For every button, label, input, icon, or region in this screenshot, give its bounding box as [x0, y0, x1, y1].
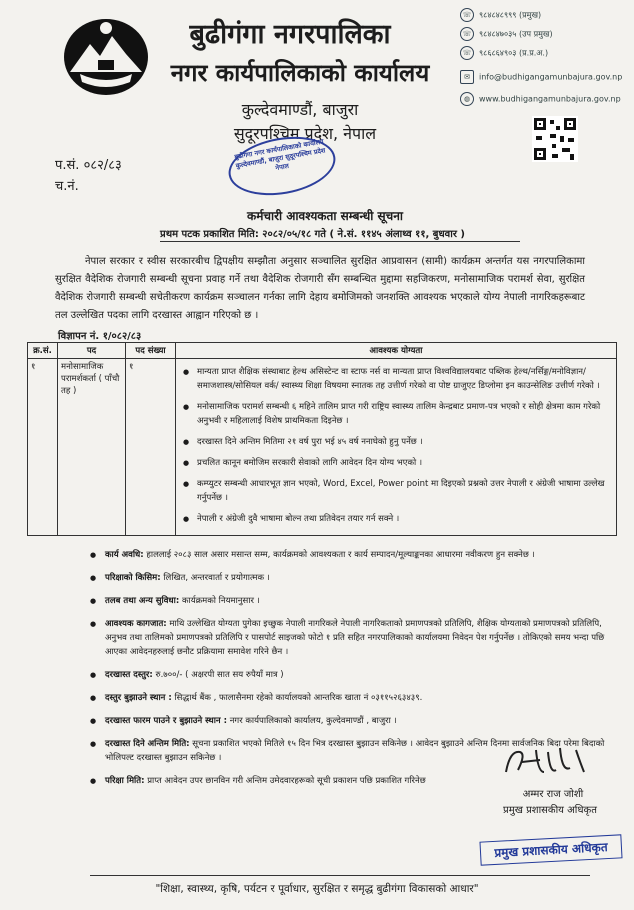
phone-icon: ☏ [460, 27, 474, 41]
contact-text: info@budhigangamunbajura.gov.np [479, 72, 623, 82]
header-sn: क्र.सं. [28, 343, 58, 359]
qualification-item: ● नेपाली र अंग्रेजी दुवै भाषामा बोल्न तथा प्रतिवेदन तयार गर्न सक्ने । [197, 512, 613, 526]
contact-phone-1 [460, 8, 541, 22]
phone-icon: ☏ [460, 46, 474, 60]
notice-heading: कर्मचारी आवश्यकता सम्बन्धी सूचना [246, 209, 403, 223]
term-label: दरखास्त दस्तुर: [105, 670, 153, 680]
term-label: तलब तथा अन्य सुविधा: [105, 596, 180, 606]
email-icon: ✉ [460, 70, 474, 84]
contact-text: ९८४८४७०३५ (उप प्रमुख) [479, 29, 553, 39]
term-text: माथि उल्लेखित योग्यता पुगेका इच्छुक नेपाली नागरिकले नेपाली नागरिकताको प्रमाणपत्रको प्रतिलिपि, शैक्षिक योग्यताको प्रमाणपत्रको प्रतिलिपि, अनुभव तथा तालिमको प्रमाणपत्रको प्रतिलिपि र पासपोर्ट साइजको फोटो १ प्रति सहित नगरपालिकाको कार्यालयमा निवेदन पेश गर्नुपर्नेछ । तोकिएको समय भन्दा पछि आएका आवेदनहरुलाई छनौट प्रक्रियामा समावेश गरिने छैन । [105, 619, 605, 657]
office-name: नगर कार्यपालिकाको कार्यालय [170, 59, 430, 87]
phone-icon: ☏ [460, 8, 474, 22]
term-item [105, 548, 610, 562]
term-label: दस्तुर बुझाउने स्थान : [105, 693, 172, 703]
term-label: कार्य अवधि: [105, 550, 144, 560]
term-item [105, 617, 610, 659]
term-label: आवश्यक कागजात: [105, 619, 167, 629]
cell-post: मनोसामाजिक परामर्शकर्ता ( पाँचौ तह ) [58, 359, 126, 536]
table-header-row [28, 343, 617, 359]
municipality-name: बुढीगंगा नगरपालिका [189, 19, 391, 50]
ref-number: प.सं. ०८२/८३ [55, 158, 122, 173]
header-post: पद [58, 343, 126, 359]
contact-email[interactable] [460, 70, 622, 84]
header-qualification: आवश्यक योग्यता [176, 343, 617, 359]
advertisement-number: विज्ञापन नं. १/०८२/८३ [58, 328, 141, 343]
term-label: दरखास्त फारम पाउने र बुझाउने स्थान : [105, 716, 227, 726]
cell-count: १ [126, 359, 176, 536]
term-text: लिखित, अन्तरवार्ता र प्रयोगात्मक । [160, 573, 270, 583]
globe-icon: ◍ [460, 92, 474, 106]
office-location: कुल्देवमाण्डौं, बाजुरा [241, 100, 359, 119]
contact-phone-2 [460, 27, 553, 41]
term-item [105, 571, 610, 585]
qr-code-image [532, 116, 578, 162]
contact-text: www.budhigangamunbajura.gov.np [479, 94, 621, 104]
signatory-name: अम्मर राज जोशी [522, 789, 584, 800]
term-text: सूचना प्रकाशित भएको मितिले १५ दिन भित्र दरखास्त बुझाउन सकिनेछ । आवेदन बुझाउने अन्तिम दिनमा सार्वजनिक बिदा परेमा बिदाको भोलिपल्ट दरखास्त बुझाउन सकिनेछ । [105, 739, 605, 763]
term-item [105, 714, 610, 728]
term-text: रु.७००/- ( अक्षरपी सात सय रुपैयाँ मात्र ) [152, 670, 284, 680]
qualification-item: ● मान्यता प्राप्त शैक्षिक संस्थाबाट हेल्थ असिस्टेन्ट वा स्टाफ नर्स वा मान्यता प्राप्त विश्वविद्यालयबाट पब्लिक हेल्थ/नर्सिङ्ग/मनोविज्ञान/समाजशास्त्र/सोसियल वर्क/ स्वास्थ्य शिक्षा विषयमा स्नातक तह उत्तीर्ण गरेको वा पोष्ट ग्राजुएट डिप्लोमा इन काउन्सेलिङ उत्तीर्ण गरेको । [197, 365, 613, 393]
contact-website[interactable] [460, 92, 621, 106]
term-label: परिक्षाको किसिम: [105, 573, 161, 583]
footer-divider [90, 875, 590, 876]
qualification-item: ● मनोसामाजिक परामर्श सम्बन्धी ६ महिने तालिम प्राप्त गरी राष्ट्रिय स्वास्थ्य तालिम केन्द्रबाट प्रमाण-पत्र भएको र सोही क्षेत्रमा काम गरेको अनुभवी र महिलालाई विशेष प्राथमिकता दिइनेछ । [197, 400, 613, 428]
footer-slogan: "शिक्षा, स्वास्थ्य, कृषि, पर्यटन र पूर्वाधार, सुरक्षित र समृद्ध बुढीगंगा विकासको आधार" [155, 883, 479, 895]
seal-text: बुढीगंगा नगर कार्यपालिकाको कार्यालय कुल्देवमाण्डौं, बाजुरा सुदूरपश्चिम प्रदेश नेपाल [233, 137, 326, 173]
contact-phone-3 [460, 46, 548, 60]
official-stamp: प्रमुख प्रशासकीय अधिकृत [479, 834, 622, 865]
term-text: हाललाई २०८३ साल असार मसान्त सम्म, कार्यक्रमको आवश्यकता र कार्य सम्पादन/मूल्याङ्कनका आधारमा नवीकरण हुन सक्नेछ । [143, 550, 535, 560]
signature-image [500, 742, 590, 782]
term-label: परिक्षा मिति: [105, 776, 145, 786]
qualification-item: ● प्रचलित कानून बमोजिम सरकारी सेवाको लागि आवेदन दिन योग्य भएको । [197, 456, 613, 470]
qualification-item: ● दरखास्त दिने अन्तिम मितिमा २१ वर्ष पुरा भई ४५ वर्ष ननाघेको हुनु पर्नेछ । [197, 435, 613, 449]
cell-qualifications [176, 359, 617, 536]
intro-paragraph: नेपाल सरकार र स्वीस सरकारबीच द्विपक्षीय सम्झौता अनुसार सञ्चालित सुरक्षित आप्रवासन (सामी) कार्यक्रम अन्तर्गत यस नगरपालिकामा सुरक्षित वैदेशिक रोजगारी सम्बन्धी सूचना प्रवाह गर्ने तथा वैदेशिक रोजगारी सँग सम्बन्धित मुद्दामा सहजिकरण, मनोसामाजिक परामर्श सेवा, सुरक्षित वैदेशिक रोजगारी सम्बन्धी सचेतीकरण कार्यक्रम सञ्चालन गर्नका लागि देहाय बमोजिमको जनशक्ति आवश्यक भएकाले योग्य नेपाली नागरिकहरूबाट तल उल्लेखित पदका लागि दरखास्त आह्वान गरिएको छ । [55, 256, 585, 321]
table-row [28, 359, 617, 536]
signatory-role: प्रमुख प्रशासकीय अधिकृत [503, 805, 597, 816]
term-label: दरखास्त दिने अन्तिम मिति: [105, 739, 190, 749]
vacancy-table [27, 342, 617, 536]
term-item [105, 691, 610, 705]
term-item [105, 594, 610, 608]
term-text: कार्यक्रमको नियमानुसार । [179, 596, 260, 606]
cell-sn: १ [28, 359, 58, 536]
publication-date: प्रथम पटक प्रकाशित मिति: २०८२/०५/१८ गते ( ने.सं. ११४५ अंलाथ्व ११, बुधवार ) [160, 226, 520, 242]
header-count: पद संख्या [126, 343, 176, 359]
contact-text: ९८६८६४९०३ (प्र.प्र.अ.) [479, 48, 549, 58]
term-text: प्राप्त आवेदन उपर छानविन गरी अन्तिम उमेदवारहरूको सूची प्रकाशन पछि प्रकाशित गरिनेछ [144, 776, 426, 786]
term-item [105, 668, 610, 682]
dispatch-number: च.नं. [55, 179, 79, 194]
contact-text: ९८४८४८९९९ (प्रमुख) [479, 10, 542, 20]
province-name: सुदूरपश्चिम प्रदेश, नेपाल [233, 124, 377, 143]
term-text: नगर कार्यपालिकाको कार्यालय, कुल्देवमाण्डौं , बाजुरा । [227, 716, 397, 726]
qualification-item: ● कम्प्युटर सम्बन्धी आधारभूत ज्ञान भएको, Word, Excel, Power point मा दिइएको प्रश्नको उत्तर नेपाली र अंग्रेजी भाषामा उल्लेख गर्नुपर्नेछ । [197, 477, 613, 505]
term-text: सिद्धार्थ बैंक , फालासैनमा रहेको कार्यालयको आन्तरिक खाता नं ०३११५२६३४३९. [171, 693, 423, 703]
